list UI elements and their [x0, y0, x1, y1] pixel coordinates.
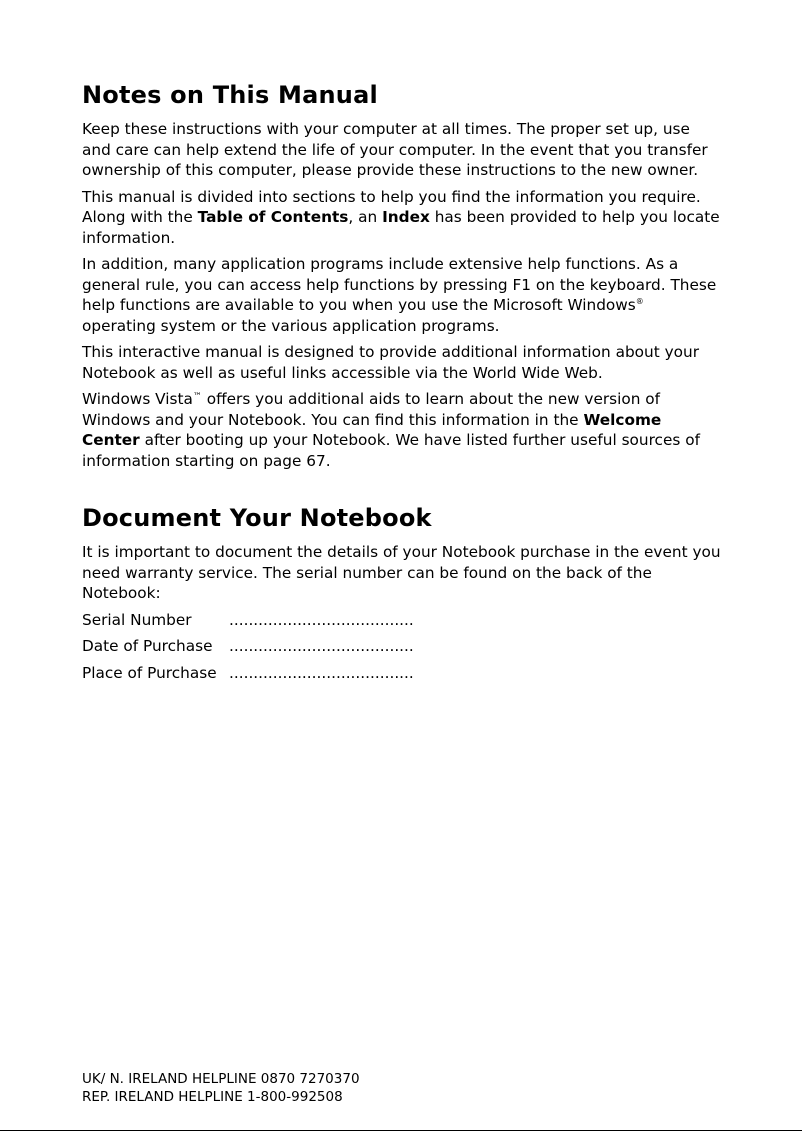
bold-index: Index	[382, 208, 430, 226]
field-dotted-line: ......................................	[229, 610, 414, 629]
text-fragment: has been provided to help you locate information.	[82, 208, 720, 247]
text-fragment: , an	[348, 208, 383, 226]
paragraph-keep-instructions: Keep these instructions with your computer at all times. The proper set up, use and care can help extend the life of your computer. In the event that you transfer ownership of this computer, please provide these instructions to the new owner.	[82, 120, 708, 179]
field-serial-number	[82, 610, 722, 631]
trademark-mark: ™	[192, 392, 202, 402]
field-label: Date of Purchase	[82, 637, 213, 655]
field-label: Serial Number	[82, 610, 192, 629]
text-fragment: This manual is divided into sections to help you find the information you require. Along with the	[82, 187, 701, 226]
helpline-uk: UK/ N. IRELAND HELPLINE 0870 7270370	[82, 1071, 360, 1087]
text-fragment: In addition, many application programs include extensive help functions. As a general rule, you can access help functions by pressing F1 on the keyboard. These help functions are available to you when you use the Microsoft Windows	[82, 255, 717, 314]
field-dotted-line: ......................................	[229, 663, 414, 682]
paragraph-document-details: It is important to document the details of your Notebook purchase in the event you need warranty service. The serial number can be found on the back of the Notebook:	[82, 543, 721, 602]
field-label: Place of Purchase	[82, 663, 217, 682]
text-fragment: operating system or the various application programs.	[82, 316, 500, 335]
page-bottom-rule	[0, 1130, 802, 1131]
paragraph-help-functions	[82, 254, 722, 336]
paragraph-windows-vista	[82, 389, 722, 471]
bold-welcome-center: Welcome Center	[82, 410, 662, 449]
paragraph-interactive-manual: This interactive manual is designed to provide additional information about your Notebook as well as useful links accessible via the World Wide Web.	[82, 343, 699, 382]
section-heading-document: Document Your Notebook	[82, 504, 432, 532]
footer-helplines	[82, 1071, 360, 1106]
manual-page	[82, 78, 722, 689]
bold-table-of-contents: Table of Contents	[197, 208, 349, 226]
text-fragment: after booting up your Notebook. We have listed further useful sources of information starting on page 67.	[82, 431, 700, 470]
paragraph-manual-sections	[82, 187, 722, 249]
section-heading-notes: Notes on This Manual	[82, 81, 378, 109]
registered-mark: ®	[635, 297, 644, 306]
field-place-of-purchase	[82, 663, 722, 684]
field-date-of-purchase	[82, 636, 722, 657]
text-fragment: offers you additional aids to learn about the new version of Windows and your Notebook. You can find this information in the	[82, 390, 661, 429]
helpline-ireland: REP. IRELAND HELPLINE 1-800-992508	[82, 1088, 343, 1105]
field-dotted-line: ......................................	[229, 637, 414, 655]
text-fragment: Windows Vista	[82, 390, 193, 408]
